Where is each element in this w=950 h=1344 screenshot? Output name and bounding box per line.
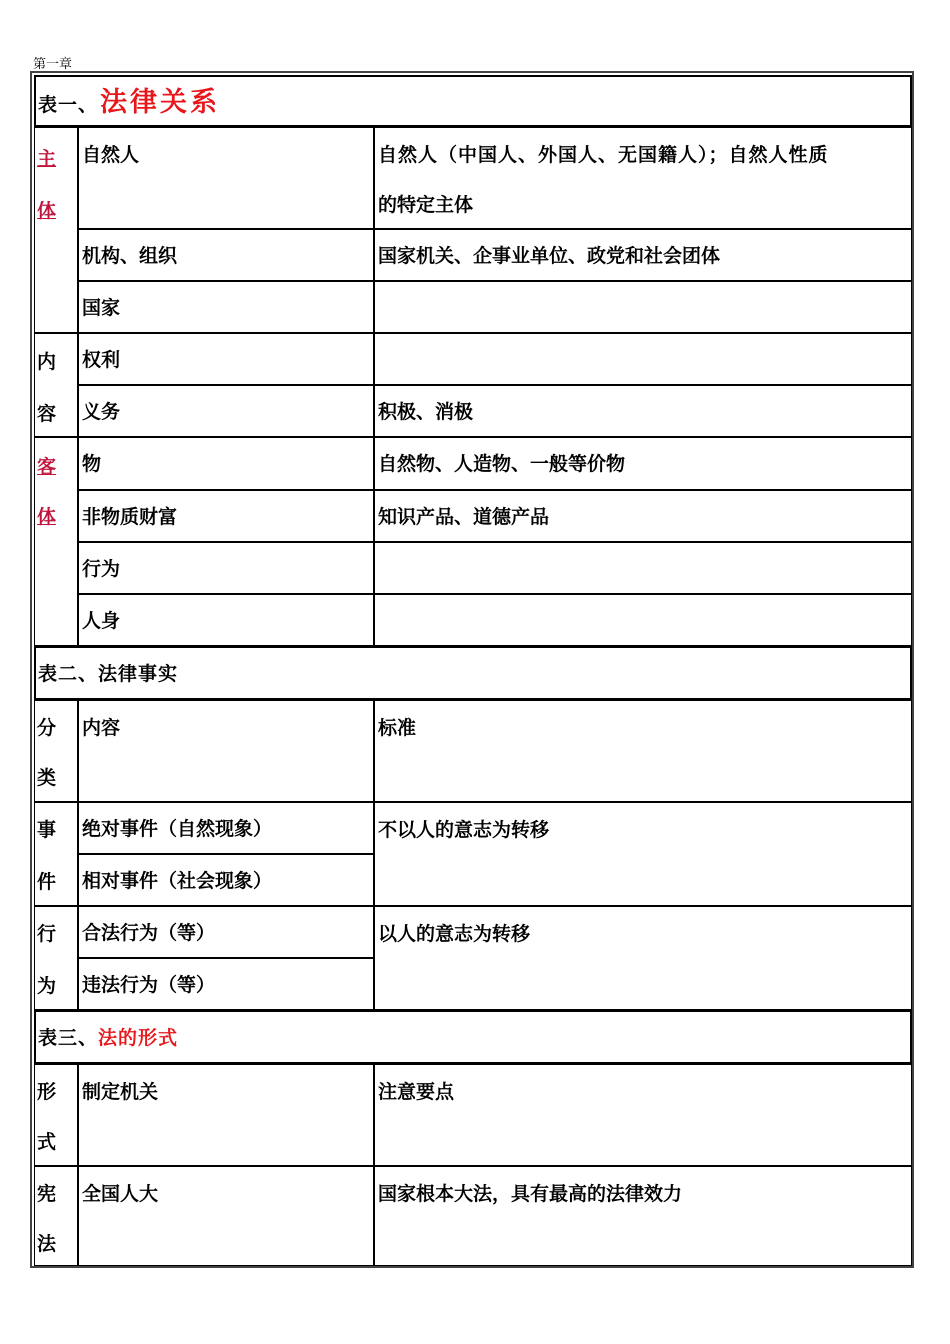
t2-events-label-1: 事 [37,819,57,841]
subject-label-1[interactable]: 主 [37,148,57,170]
t2-act-illegal-cell [78,958,374,1010]
subject-natural-person-cell [78,127,374,229]
object-behavior-desc-cell [374,542,912,594]
t2-acts-standard: 以人的意志为转移 [378,923,531,945]
subject-label-2[interactable]: 体 [37,200,57,222]
subject-state-cell [78,281,374,333]
t2-act-item: 违法行为（等） [82,974,216,996]
subject-org-cell [78,229,374,281]
subject-natural-person-desc-cell [374,127,912,229]
t2-acts-label-cell [34,906,78,1010]
t2-header-content-cell [78,700,374,802]
t2-act-item: 合法行为（等） [82,922,216,944]
table3-title-row [34,1010,912,1064]
t2-acts-label-1: 行 [37,923,57,945]
t3-constitution-label-1: 宪 [37,1183,57,1205]
content-label-cell [34,333,78,437]
content-label-1: 内 [37,351,57,373]
content-rights-desc-cell [374,333,912,385]
t2-event-item: 相对事件（社会现象） [82,870,273,892]
object-thing-cell [78,437,374,490]
t2-events-label-2: 件 [37,871,57,893]
t2-event-absolute-cell [78,802,374,854]
object-nonmaterial-cell [78,490,374,542]
table3-title-prefix: 表三、 [38,1027,99,1049]
subject-item: 机构、组织 [82,245,178,267]
content-item: 权利 [82,349,121,371]
object-desc: 自然物、人造物、一般等价物 [378,453,626,475]
t2-acts-standard-cell [374,906,912,1010]
t3-header-organ-cell [78,1064,374,1166]
object-desc: 知识产品、道德产品 [378,506,550,528]
t3-header-organ: 制定机关 [82,1081,159,1103]
t2-events-standard-cell [374,802,912,906]
table2-title-row [34,646,912,700]
content-desc: 积极、消极 [378,401,474,423]
subject-desc-line-2: 的特定主体 [378,194,474,216]
t2-event-item: 绝对事件（自然现象） [82,818,273,840]
t3-header-notes-cell [374,1064,912,1166]
content-rights-cell [78,333,374,385]
t2-event-relative-cell [78,854,374,906]
table1-title-main: 法律关系 [100,87,221,118]
t2-act-legal-cell [78,906,374,958]
object-nonmaterial-desc-cell [374,490,912,542]
t3-constitution-organ-cell [78,1166,374,1266]
subject-item: 自然人 [82,144,140,166]
t3-header-label-2: 式 [37,1131,57,1153]
object-label-2[interactable]: 体 [37,506,57,528]
t2-acts-label-2: 为 [37,975,57,997]
object-item: 人身 [82,610,121,632]
t3-header-notes: 注意要点 [378,1081,455,1103]
content-duties-desc-cell [374,385,912,437]
content-item: 义务 [82,401,121,423]
subject-state-desc-cell [374,281,912,333]
object-item: 非物质财富 [82,506,178,528]
object-label-cell [34,437,78,646]
subject-org-desc-cell [374,229,912,281]
subject-desc-line-1: 自然人（中国人、外国人、无国籍人）；自然人性质 [378,144,829,166]
t2-header-label-1: 分 [37,717,57,739]
t2-events-standard: 不以人的意志为转移 [378,819,550,841]
table1-title-row [34,75,912,127]
chapter-label: 第一章 [33,57,73,72]
t2-header-label-2: 类 [37,767,57,789]
t2-header-standard-cell [374,700,912,802]
table1-title-prefix: 表一、 [38,94,99,116]
object-person-cell [78,594,374,646]
object-behavior-cell [78,542,374,594]
table2-title: 表二、法律事实 [38,663,179,685]
t2-events-label-cell [34,802,78,906]
object-thing-desc-cell [374,437,912,490]
t3-constitution-organ: 全国人大 [82,1183,159,1205]
t2-header-content: 内容 [82,717,121,739]
t3-constitution-label-2: 法 [37,1233,57,1255]
object-label-1[interactable]: 客 [37,456,57,478]
subject-item: 国家 [82,297,121,319]
t3-header-label-cell [34,1064,78,1166]
content-label-2: 容 [37,403,57,425]
content-duties-cell [78,385,374,437]
t2-header-standard: 标准 [378,717,417,739]
table3-title-main: 法的形式 [98,1027,179,1049]
object-person-desc-cell [374,594,912,646]
object-item: 行为 [82,558,121,580]
subject-label-cell [34,127,78,333]
t3-header-label-1: 形 [37,1081,57,1103]
t2-header-label-cell [34,700,78,802]
object-item: 物 [82,453,102,475]
t3-constitution-notes: 国家根本大法，具有最高的法律效力 [378,1183,683,1205]
t3-constitution-notes-cell [374,1166,912,1266]
subject-desc: 国家机关、企事业单位、政党和社会团体 [378,245,721,267]
t3-constitution-label-cell [34,1166,78,1266]
